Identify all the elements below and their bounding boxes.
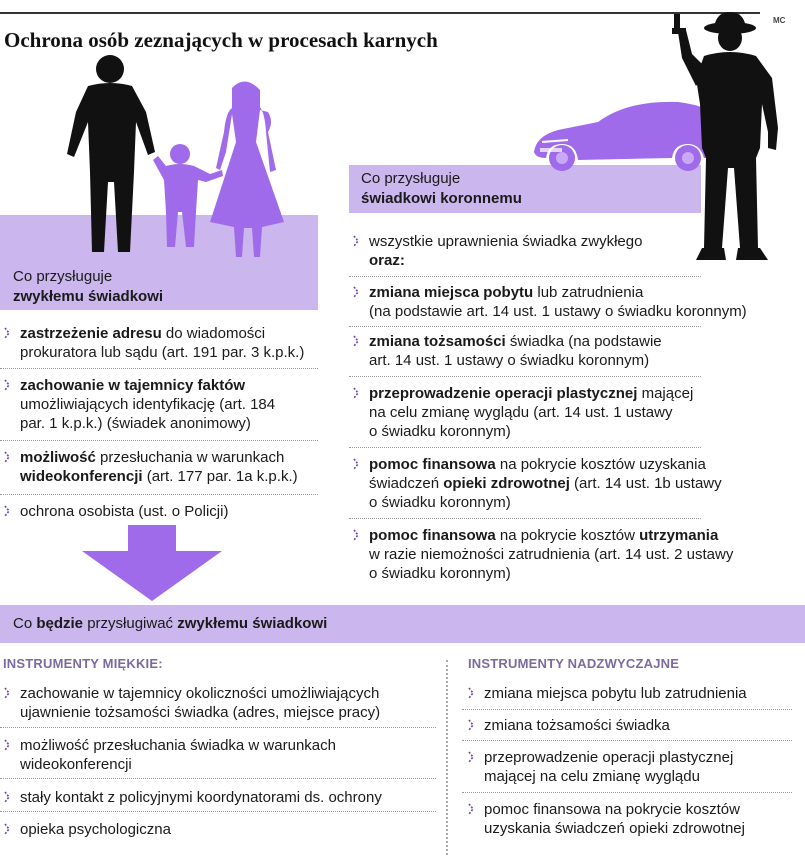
- left-item-protection: ochrona osobista (ust. o Policji): [2, 502, 228, 521]
- down-arrow-icon: [82, 525, 222, 601]
- chevron-bullet-icon: [4, 822, 12, 836]
- soft-item: stały kontakt z policyjnymi koordynatorami ds. ochrony: [2, 788, 382, 807]
- column-divider: [446, 660, 448, 855]
- right-separator: [349, 447, 701, 448]
- left-item-video: możliwość przesłuchania w warunkach wideokonferencji (art. 177 par. 1a k.p.k.): [2, 448, 298, 486]
- right-separator: [349, 518, 701, 519]
- left-separator: [0, 440, 318, 441]
- top-rule: [0, 12, 760, 14]
- right-item-healthcare: pomoc finansowa na pokrycie kosztów uzyskania świadczeń opieki zdrowotnej (art. 14 ust. 1b ustawy o świadku koronnym): [351, 455, 722, 512]
- family-silhouette-icon: [60, 52, 300, 267]
- chevron-bullet-icon: [468, 750, 476, 764]
- soft-instruments-heading: INSTRUMENTY MIĘKKIE:: [3, 656, 163, 671]
- gangster-silhouette-icon: [668, 8, 788, 270]
- left-item-address: zastrzeżenie adresu do wiadomości prokuratora lub sądu (art. 191 par. 3 k.p.k.): [2, 324, 304, 362]
- chevron-bullet-icon: [4, 790, 12, 804]
- left-separator: [0, 368, 318, 369]
- chevron-bullet-icon: [353, 234, 361, 248]
- extra-separator: [462, 792, 792, 793]
- chevron-bullet-icon: [468, 686, 476, 700]
- right-label: Co przysługuje świadkowi koronnemu: [361, 170, 522, 207]
- right-separator: [349, 276, 701, 277]
- soft-separator: [0, 727, 436, 728]
- extra-separator: [462, 709, 792, 710]
- chevron-bullet-icon: [4, 686, 12, 700]
- author-credit: MC: [773, 16, 786, 25]
- left-label: Co przysługuje zwykłemu świadkowi: [13, 268, 164, 305]
- extra-item: zmiana tożsamości świadka: [466, 716, 670, 735]
- right-item-maintenance: pomoc finansowa na pokrycie kosztów utrzymania w razie niemożności zatrudnienia (art. 14 ust. 2 ustawy o świadku koronnym): [351, 526, 733, 583]
- future-label: Co będzie przysługiwać zwykłemu świadkowi: [13, 615, 328, 632]
- right-item-residence: zmiana miejsca pobytu lub zatrudnienia (na podstawie art. 14 ust. 1 ustawy o świadku koronnym): [351, 283, 747, 321]
- right-item-all-rights: wszystkie uprawnienia świadka zwykłego oraz:: [351, 232, 642, 270]
- extra-item: zmiana miejsca pobytu lub zatrudnienia: [466, 684, 747, 703]
- chevron-bullet-icon: [353, 285, 361, 299]
- left-separator: [0, 494, 318, 495]
- soft-separator: [0, 811, 436, 812]
- soft-item: możliwość przesłuchania świadka w warunkach wideokonferencji: [2, 736, 336, 774]
- chevron-bullet-icon: [4, 378, 12, 392]
- extra-separator: [462, 740, 792, 741]
- chevron-bullet-icon: [353, 528, 361, 542]
- extra-instruments-heading: INSTRUMENTY NADZWYCZAJNE: [468, 656, 680, 671]
- soft-separator: [0, 778, 436, 779]
- chevron-bullet-icon: [4, 450, 12, 464]
- left-item-secrecy: zachowanie w tajemnicy faktów umożliwiających identyfikację (art. 184 par. 1 k.p.k.) (świadek anonimowy): [2, 376, 275, 433]
- soft-item: zachowanie w tajemnicy okoliczności umożliwiających ujawnienie tożsamości świadka (adres, miejsce pracy): [2, 684, 380, 722]
- chevron-bullet-icon: [353, 386, 361, 400]
- chevron-bullet-icon: [4, 738, 12, 752]
- right-separator: [349, 326, 701, 327]
- chevron-bullet-icon: [4, 326, 12, 340]
- right-separator: [349, 376, 701, 377]
- chevron-bullet-icon: [353, 334, 361, 348]
- chevron-bullet-icon: [4, 504, 12, 518]
- chevron-bullet-icon: [468, 802, 476, 816]
- chevron-bullet-icon: [468, 718, 476, 732]
- page-title: Ochrona osób zeznających w procesach karnych: [4, 28, 438, 52]
- soft-item: opieka psychologiczna: [2, 820, 171, 839]
- extra-item: przeprowadzenie operacji plastycznej mającej na celu zmianę wyglądu: [466, 748, 733, 786]
- right-item-identity: zmiana tożsamości świadka (na podstawie art. 14 ust. 1 ustawy o świadku koronnym): [351, 332, 662, 370]
- chevron-bullet-icon: [353, 457, 361, 471]
- right-item-surgery: przeprowadzenie operacji plastycznej mającej na celu zmianę wyglądu (art. 14 ust. 1 ustawy o świadku koronnym): [351, 384, 693, 441]
- extra-item: pomoc finansowa na pokrycie kosztów uzyskania świadczeń opieki zdrowotnej: [466, 800, 745, 838]
